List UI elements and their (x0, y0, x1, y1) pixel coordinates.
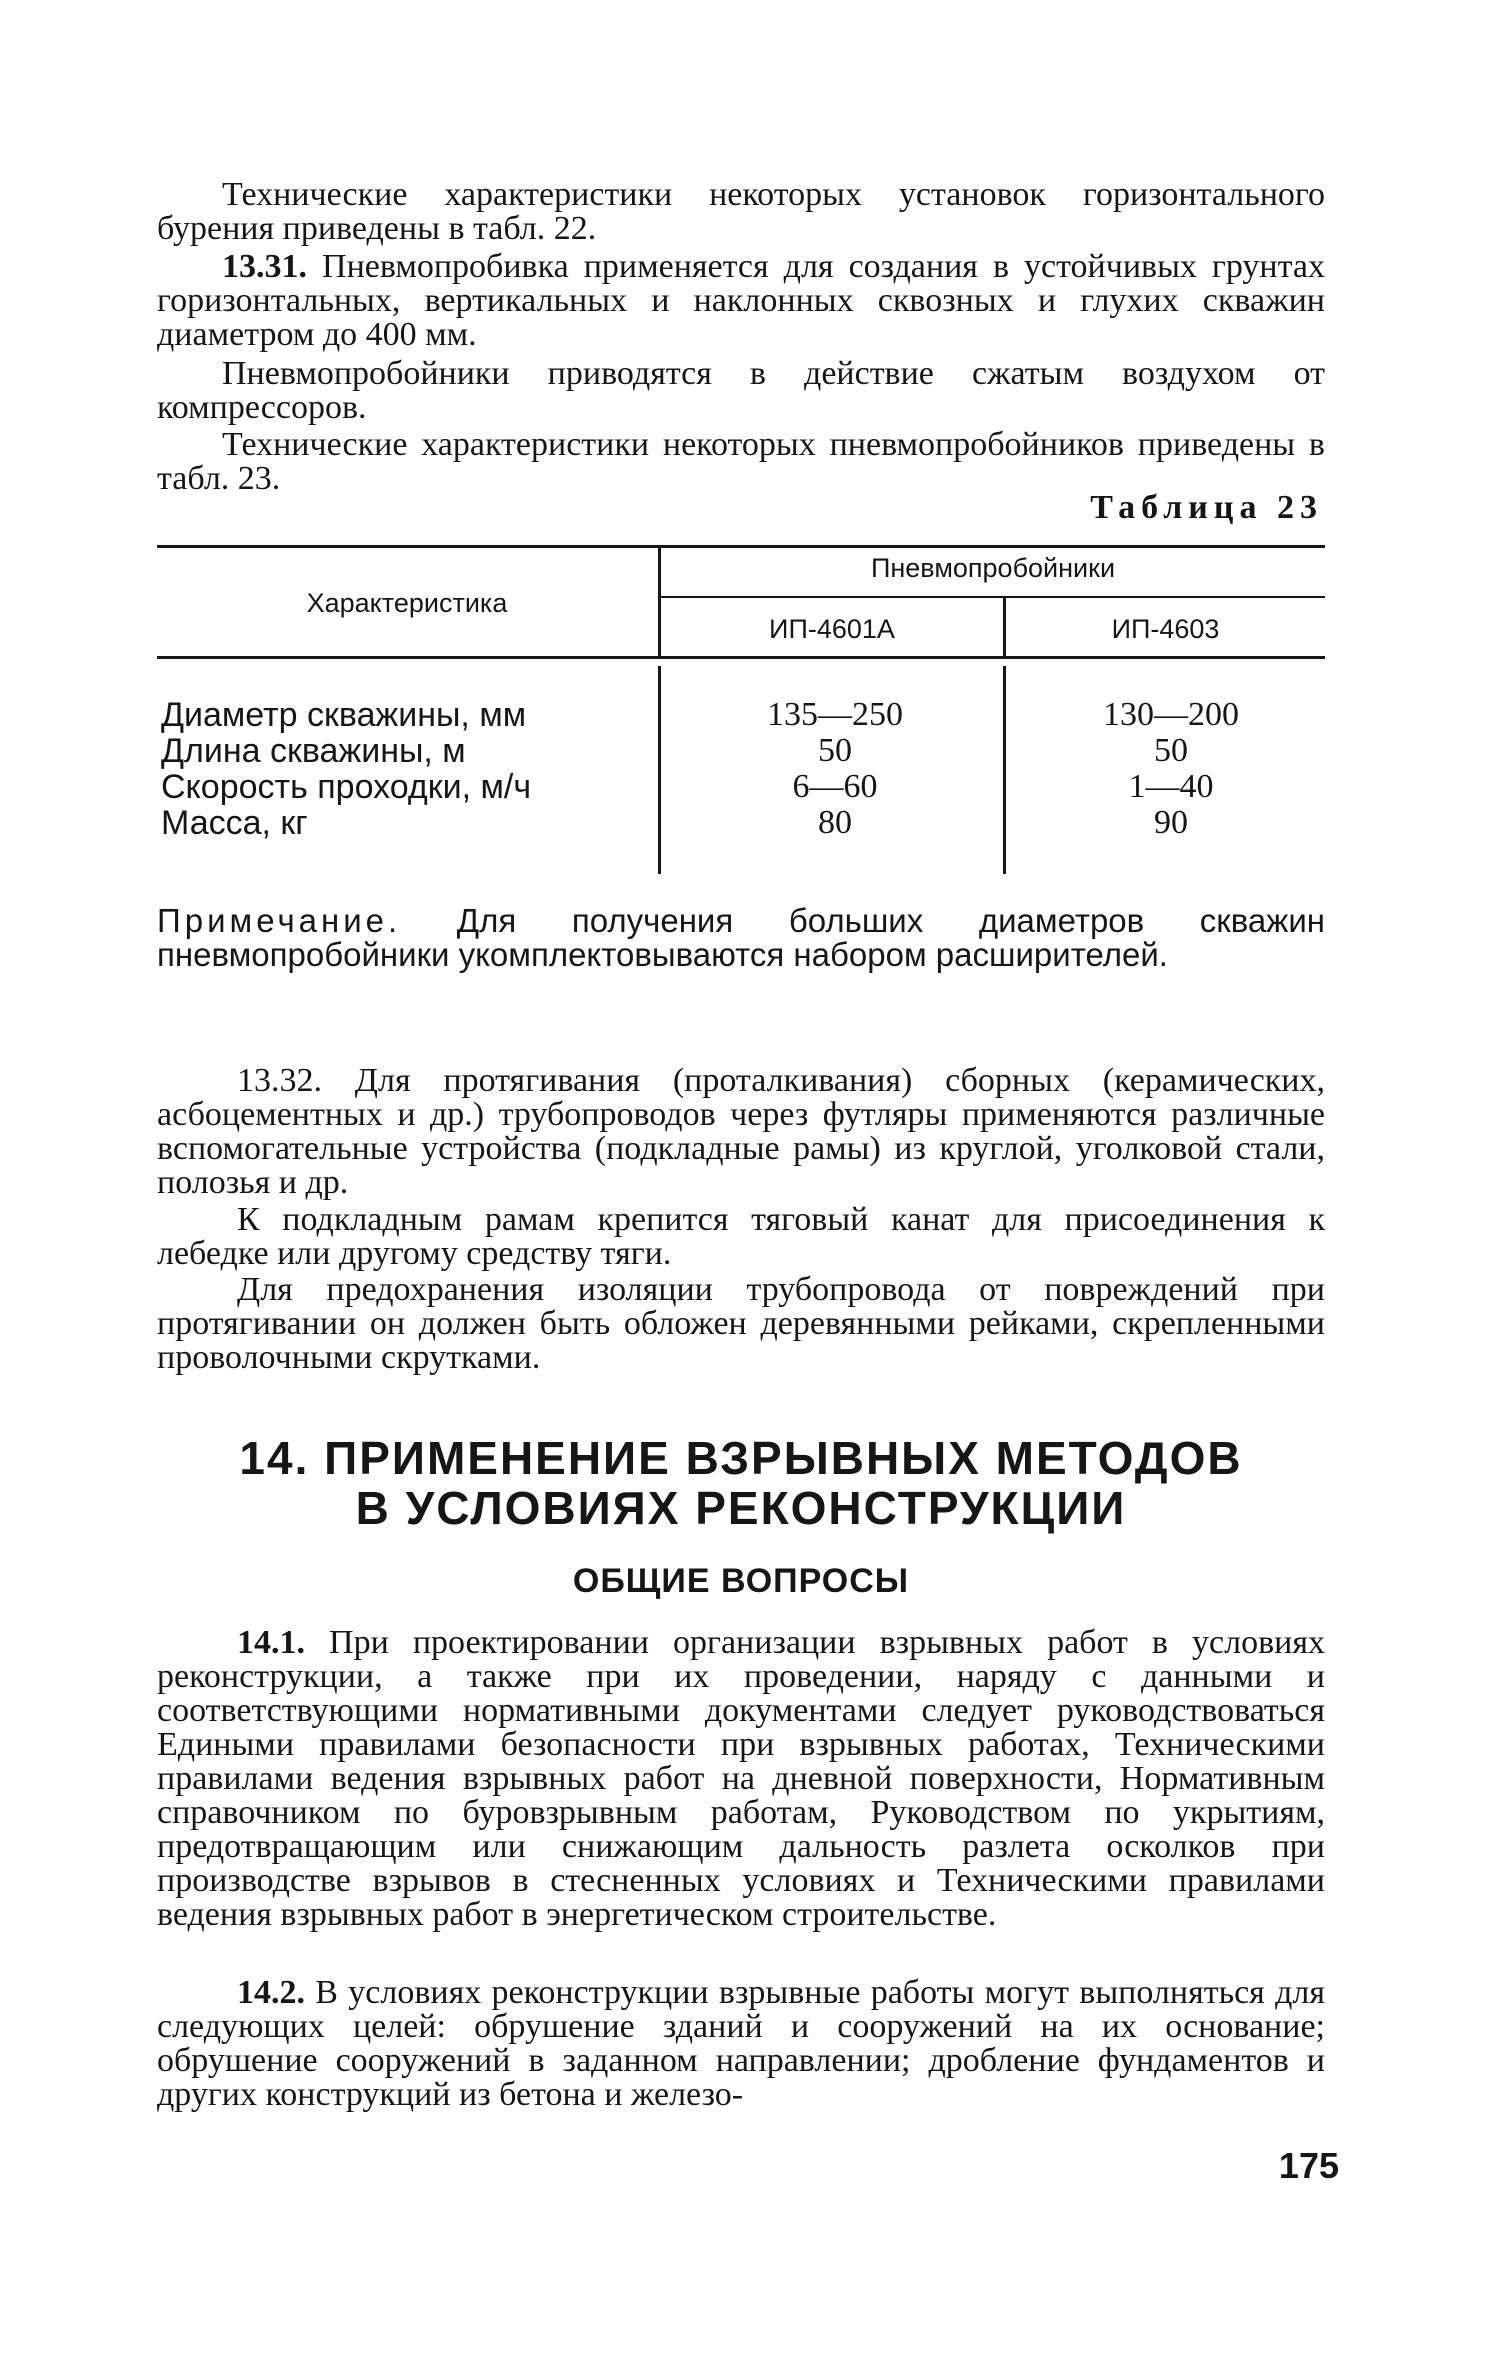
section-number: 14.1. (237, 1624, 305, 1661)
table-caption: Таблица 23 (1090, 489, 1323, 526)
cell-speed-2: 1—40 (1128, 768, 1214, 805)
row-label-mass: Масса, кг (161, 804, 308, 842)
paragraph-text: Пневмопробивка применяется для создания в устойчивых грунтах горизонтальных, вертикальных и наклонных сквозных и глухих скважин диаметром до 400 мм. (157, 248, 1325, 353)
page-number: 175 (1278, 2145, 1339, 2186)
paragraph-text: В условиях реконструкции взрывные работы могут выполняться для следующих целей: обрушение зданий и сооружений на их основание; обрушение сооружений в заданном направлении; дробление фундаментов и других конструкций из бетона и железо- (157, 1974, 1325, 2113)
cell-length-1: 50 (818, 732, 852, 769)
paragraph-13-32-3: Для предохранения изоляции трубопровода от повреждений при протягивании он должен быть обложен деревянными рейками, скрепленными проволочными скрутками. (157, 1271, 1325, 1376)
note-label: Примечание. (157, 902, 402, 939)
note-text: Для получения больших диаметров скважин пневмопробойники укомплектовываются набором расширителей. (157, 902, 1325, 973)
paragraph-text: При проектировании организации взрывных работ в условиях реконструкции, а также при их проведении, наряду с данными и соответствующими нормативными документами следует руководствоваться Едиными правилами безопасности при взрывных работах, Техническими правилами ведения взрывных работ на дневной поверхности, Нормативным справочником по буровзрывным работам, Руководством по укрытиям, предотвращающим или снижающим дальность разлета осколков при производстве взрывов в стесненных условиях и Техническими правилами ведения взрывных работ в энергетическом строительстве. (157, 1624, 1325, 1933)
cell-speed-1: 6—60 (792, 768, 878, 805)
section-number: 14.2. (237, 1974, 305, 2011)
row-label-length: Длина скважины, м (161, 732, 466, 770)
section-number: 13.31. (222, 248, 307, 285)
paragraph-13-31 (157, 250, 1325, 352)
row-label-diameter: Диаметр скважины, мм (161, 696, 527, 734)
group-header-pneumopiercers: Пневмопробойники (870, 553, 1116, 583)
table-group-rule (661, 596, 1325, 598)
cell-length-2: 50 (1154, 732, 1188, 769)
table-divider-body-2 (1003, 666, 1006, 874)
model-header-2: ИП-4603 (1111, 614, 1220, 644)
paragraph-13-32: 13.32. Для протягивания (проталкивания) сборных (керамических, асбоцементных и др.) трубопроводов через футляры применяются различные вспомогательные устройства (подкладные рамы) из круглой, уголковой стали, полозья и др. (157, 1062, 1325, 1201)
table-divider-body-1 (658, 666, 661, 874)
cell-mass-1: 80 (818, 804, 852, 841)
table-top-rule (157, 545, 1325, 548)
cell-mass-2: 90 (1154, 804, 1188, 841)
column-header-characteristic: Характеристика (306, 588, 508, 618)
intro-paragraph-1: Технические характеристики некоторых установок горизонтального бурения приведены в табл. 22. (157, 176, 1325, 247)
chapter-title-line-2: В УСЛОВИЯХ РЕКОНСТРУКЦИИ (355, 1482, 1127, 1534)
cell-diameter-1: 135—250 (767, 696, 903, 733)
paragraph-13-32-2: К подкладным рамам крепится тяговый канат для присоединения к лебедке или другому средству тяги. (157, 1201, 1325, 1272)
section-subtitle: ОБЩИЕ ВОПРОСЫ (572, 1562, 910, 1600)
model-header-1: ИП-4601А (769, 614, 895, 644)
table-header-rule (157, 656, 1325, 659)
paragraph-14-1 (157, 1626, 1325, 1932)
chapter-title-line-1: 14. ПРИМЕНЕНИЕ ВЗРЫВНЫХ МЕТОДОВ (239, 1432, 1243, 1484)
intro-paragraph-3: Пневмопробойники приводятся в действие сжатым воздухом от компрессоров. (157, 355, 1325, 426)
paragraph-14-2 (157, 1976, 1325, 2112)
table-note (157, 904, 1325, 972)
row-label-speed: Скорость проходки, м/ч (161, 768, 532, 806)
intro-paragraph-4: Технические характеристики некоторых пневмопробойников приведены в табл. 23. (157, 426, 1325, 497)
cell-diameter-2: 130—200 (1103, 696, 1239, 733)
